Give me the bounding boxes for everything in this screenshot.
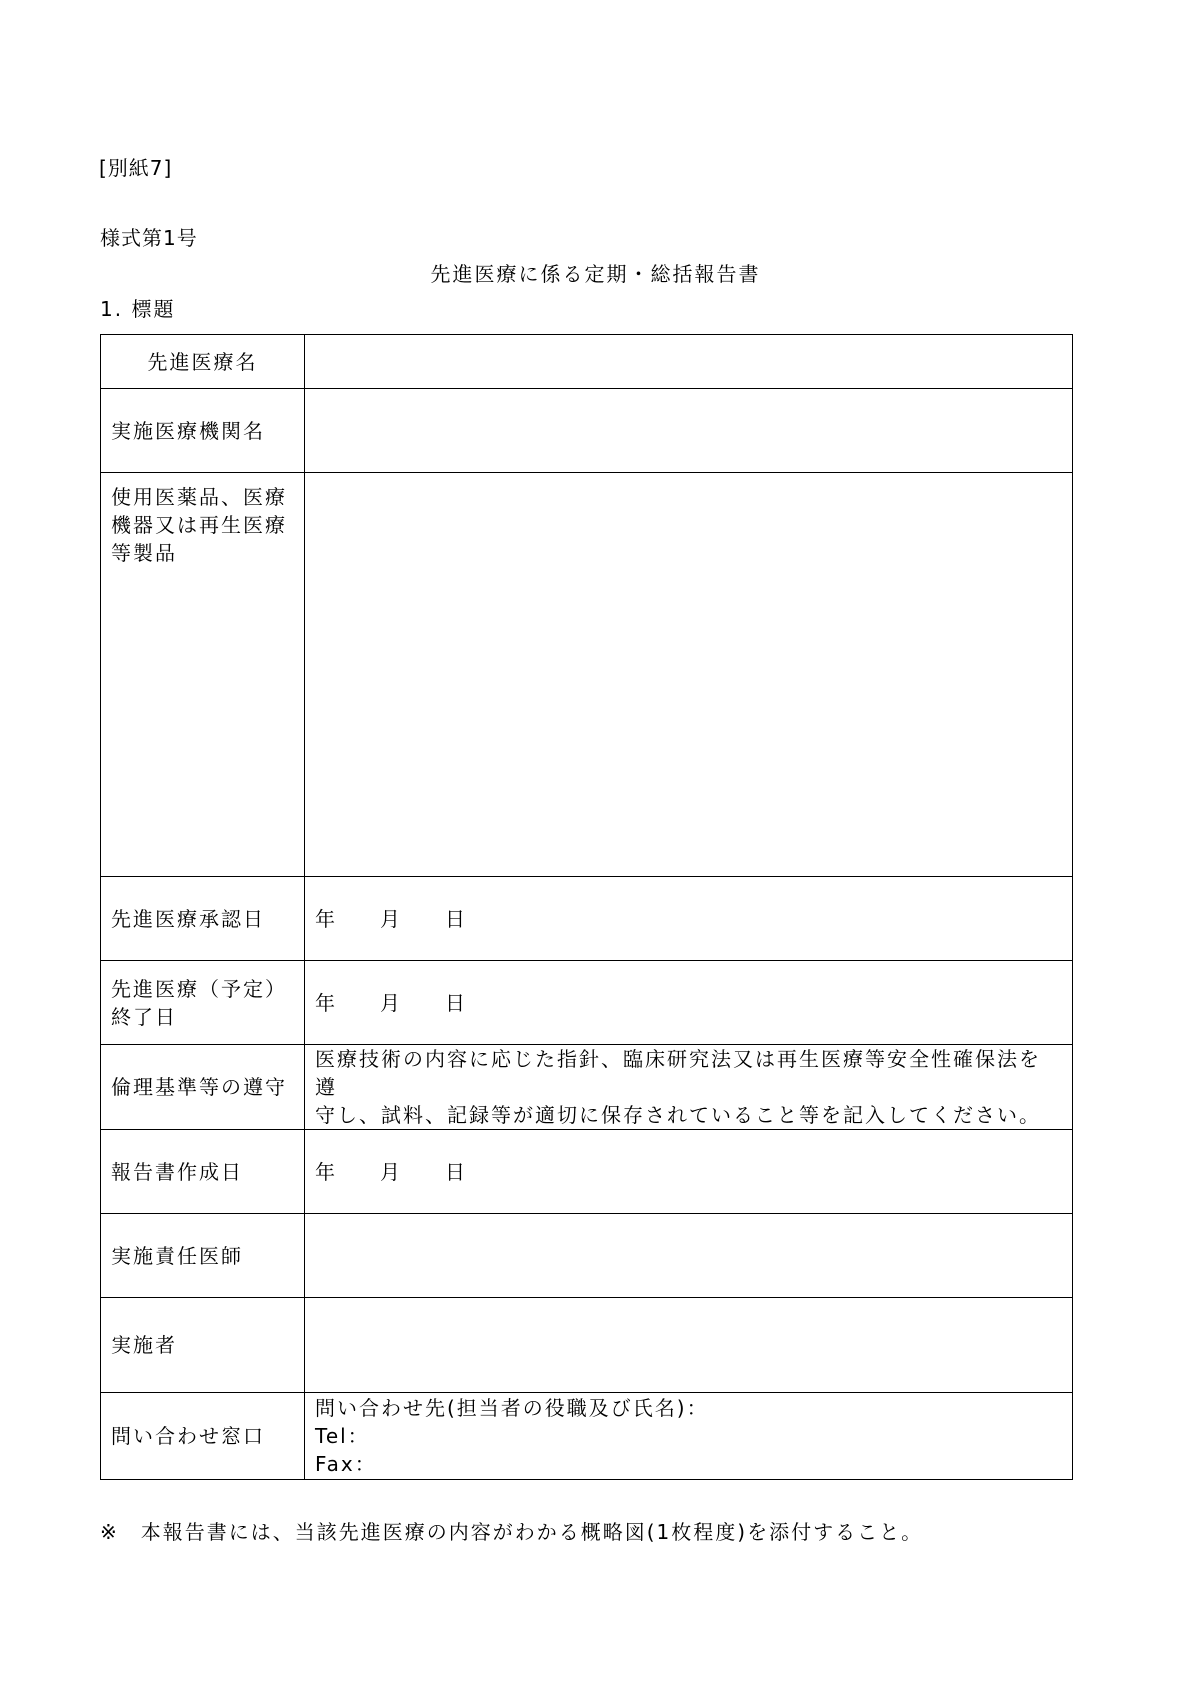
row-contact	[101, 1393, 1073, 1480]
label-products	[101, 473, 305, 877]
label-end-date-line: 終了日	[111, 1004, 177, 1029]
year-unit: 年	[315, 906, 337, 931]
label-products-line: 等製品	[111, 541, 177, 565]
row-implementer	[101, 1298, 1073, 1393]
field-report-date[interactable]	[305, 1130, 1073, 1214]
document-title: 先進医療に係る定期・総括報告書	[430, 262, 761, 286]
label-institution-name: 実施医療機関名	[101, 389, 305, 473]
contact-tel-label: Tel：	[315, 1424, 370, 1448]
month-unit: 月	[380, 1159, 402, 1184]
label-advanced-medical-name: 先進医療名	[101, 335, 305, 389]
label-end-date	[101, 961, 305, 1045]
field-contact[interactable]	[305, 1393, 1073, 1480]
month-unit: 月	[380, 990, 402, 1015]
ethics-instruction-line: 守し、試料、記録等が適切に保存されていること等を記入してください。	[315, 1103, 1041, 1127]
label-implementer: 実施者	[101, 1298, 305, 1393]
row-end-date	[101, 961, 1073, 1045]
field-end-date[interactable]	[305, 961, 1073, 1045]
row-responsible-physician	[101, 1214, 1073, 1298]
row-products	[101, 473, 1073, 877]
row-ethics	[101, 1045, 1073, 1130]
label-responsible-physician: 実施責任医師	[101, 1214, 305, 1298]
footer-note: ※ 本報告書には、当該先進医療の内容がわかる概略図(1枚程度)を添付すること。	[100, 1520, 924, 1544]
day-unit: 日	[445, 1159, 467, 1184]
row-approval-date	[101, 877, 1073, 961]
attachment-label: [別紙7]	[99, 156, 173, 180]
section-heading: 1. 標題	[100, 297, 176, 321]
row-institution-name	[101, 389, 1073, 473]
day-unit: 日	[445, 990, 467, 1015]
label-end-date-line: 先進医療（予定）	[111, 976, 287, 1001]
field-advanced-medical-name[interactable]	[305, 335, 1073, 389]
field-responsible-physician[interactable]	[305, 1214, 1073, 1298]
contact-fax-label: Fax：	[315, 1452, 377, 1476]
contact-person-label: 問い合わせ先(担当者の役職及び氏名)：	[315, 1396, 709, 1420]
report-form-table	[100, 334, 1073, 1480]
day-unit: 日	[445, 906, 467, 931]
row-advanced-medical-name	[101, 335, 1073, 389]
label-ethics: 倫理基準等の遵守	[101, 1045, 305, 1130]
field-implementer[interactable]	[305, 1298, 1073, 1393]
label-contact: 問い合わせ窓口	[101, 1393, 305, 1480]
field-ethics[interactable]	[305, 1045, 1073, 1130]
field-approval-date[interactable]	[305, 877, 1073, 961]
row-report-date	[101, 1130, 1073, 1214]
month-unit: 月	[380, 906, 402, 931]
year-unit: 年	[315, 990, 337, 1015]
year-unit: 年	[315, 1159, 337, 1184]
label-products-line: 使用医薬品、医療	[111, 485, 287, 509]
label-report-date: 報告書作成日	[101, 1130, 305, 1214]
label-products-line: 機器又は再生医療	[111, 513, 287, 537]
ethics-instruction-line: 医療技術の内容に応じた指針、臨床研究法又は再生医療等安全性確保法を遵	[315, 1047, 1041, 1099]
form-number: 様式第1号	[100, 226, 198, 250]
field-institution-name[interactable]	[305, 389, 1073, 473]
field-products[interactable]	[305, 473, 1073, 877]
label-approval-date: 先進医療承認日	[101, 877, 305, 961]
